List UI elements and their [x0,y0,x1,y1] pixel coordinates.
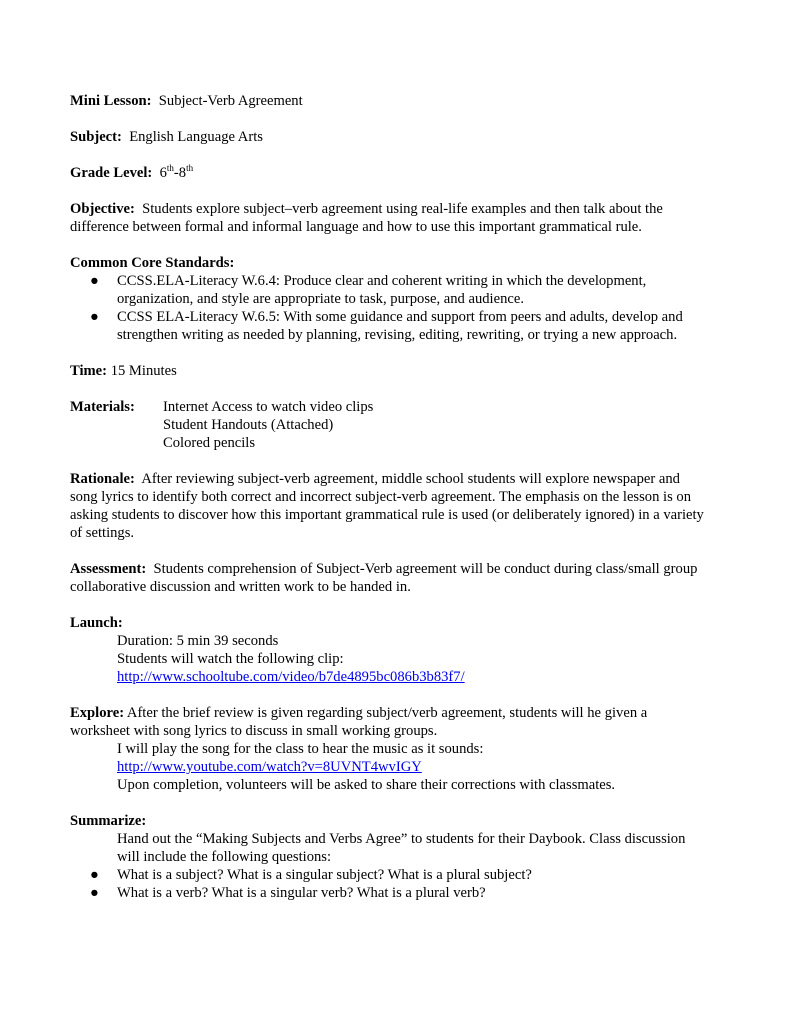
grade-end: -8 [173,165,187,181]
mini-lesson-line [70,92,710,110]
lesson-document [70,92,710,920]
subject-value: English Language Arts [129,129,263,145]
question-text: What is a subject? What is a singular subject? What is a plural subject? [117,867,532,883]
grade-level-label: Grade Level: [70,165,153,181]
youtube-link[interactable]: http://www.youtube.com/watch?v=8UVNT4wvIGY [117,759,422,775]
time-line [70,362,710,380]
mini-lesson-value: Subject-Verb Agreement [158,93,303,109]
time-value: 15 Minutes [110,363,177,379]
subject-line [70,128,710,146]
launch-duration: Duration: 5 min 39 seconds [117,633,279,649]
list-item: Colored pencils [163,435,256,451]
launch-watch-text: Students will watch the following clip: [117,651,344,667]
mini-lesson-label: Mini Lesson: [70,93,152,109]
standards-section [70,254,710,344]
summarize-questions [70,866,710,902]
grade-end-sup: th [186,163,194,173]
grade-start: 6 [159,165,167,181]
explore-label: Explore: [70,705,125,721]
explore-paragraph [70,704,710,740]
list-item [70,272,710,308]
explore-text: After the brief review is given regarding subject/verb agreement, students will he given a worksheet with song lyrics to discuss in small working groups. [70,705,648,739]
list-item: Internet Access to watch video clips [163,399,374,415]
grade-start-sup: th [166,163,174,173]
subject-label: Subject: [70,129,122,145]
materials-section [70,398,710,452]
assessment-label: Assessment: [70,561,147,577]
bullet-icon: ● [90,273,99,289]
assessment-text: Students comprehension of Subject-Verb agreement will be conduct during class/small group collaborative discussion and written work to be handed in. [70,561,698,595]
bullet-icon: ● [90,867,99,883]
explore-section [70,704,710,794]
question-text: What is a verb? What is a singular verb? What is a plural verb? [117,885,486,901]
standards-list [70,272,710,344]
launch-section [70,614,710,686]
rationale-text: After reviewing subject-verb agreement, middle school students will explore newspaper and song lyrics to identify both correct and incorrect subject-verb agreement. The emphasis on the lesson is on asking students to discover how this important grammatical rule is used (or deliberately ignored) in a variety of settings. [70,471,704,541]
objective-paragraph [70,200,710,236]
explore-play-text: I will play the song for the class to hear the music as it sounds: [117,741,484,757]
standard-text: CCSS.ELA-Literacy W.6.4: Produce clear and coherent writing in which the development, organization, and style are appropriate to task, purpose, and audience. [117,273,647,307]
standard-text: CCSS ELA-Literacy W.6.5: With some guidance and support from peers and adults, develop and strengthen writing as needed by planning, revising, editing, rewriting, or trying a new approach. [117,309,683,343]
list-item: Student Handouts (Attached) [163,417,334,433]
assessment-paragraph [70,560,710,596]
bullet-icon: ● [90,885,99,901]
standards-label: Common Core Standards: [70,255,235,271]
time-label: Time: [70,363,108,379]
rationale-label: Rationale: [70,471,135,487]
list-item [70,866,710,884]
summarize-section [70,812,710,902]
materials-list [163,398,373,452]
summarize-label: Summarize: [70,813,147,829]
objective-text: Students explore subject–verb agreement using real-life examples and then talk about the difference between formal and informal language and how to use this important grammatical rule. [70,201,663,235]
launch-link-row [70,668,710,686]
bullet-icon: ● [90,309,99,325]
rationale-paragraph [70,470,710,542]
grade-level-line [70,164,710,182]
summarize-text: Hand out the “Making Subjects and Verbs Agree” to students for their Daybook. Class discussion will include the following questions: [117,831,686,865]
explore-completion-text: Upon completion, volunteers will be asked to share their corrections with classmates. [117,777,616,793]
list-item [70,884,710,902]
objective-label: Objective: [70,201,135,217]
explore-link-row [70,758,710,776]
materials-label: Materials: [70,399,135,415]
list-item [70,308,710,344]
schooltube-link[interactable]: http://www.schooltube.com/video/b7de4895bc086b3b83f7/ [117,669,465,685]
launch-label: Launch: [70,615,123,631]
